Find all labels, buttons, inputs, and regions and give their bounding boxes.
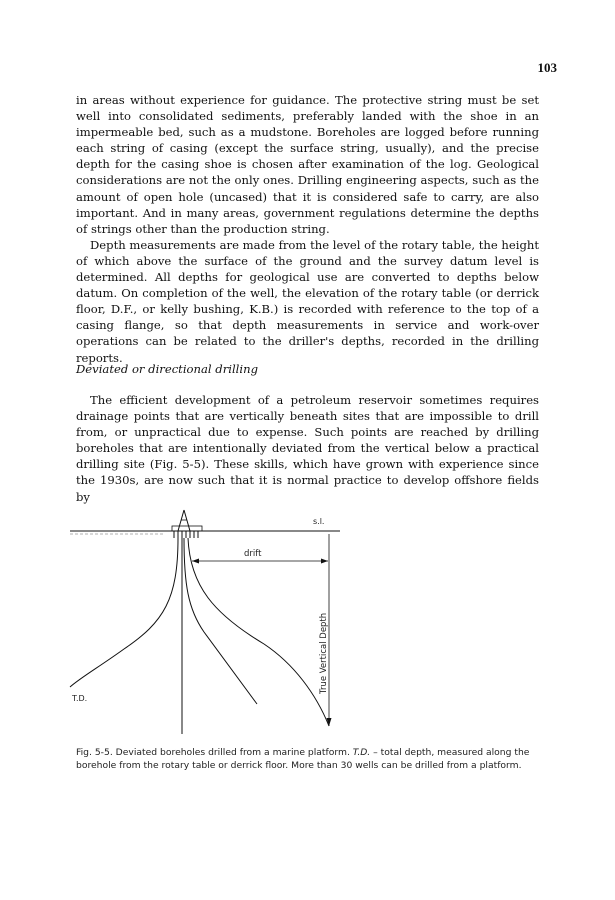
caption-prefix: Fig. 5-5. Deviated boreholes drilled from a marine platform. [76,747,353,758]
drift-arrow-right [321,559,328,564]
section-heading: Deviated or directional drilling [76,362,258,376]
paragraph-casing: in areas without experience for guidance. The protective string must be set well into consolidated sediments, preferably landed with the shoe in an impermeable bed, such as a mudstone. Boreholes are logged before running each string of casing (except the surface string, usually), and the precise depth for the casing shoe is chosen after examination of the log. Geological considerations are not the only ones. Drilling engineering aspects, such as the amount of open hole (uncased) that it is considered safe to carry, are also important. And in many areas, government regulations determine the depths of strings other than the production string. [76,93,539,236]
label-drift: drift [244,549,262,559]
drift-arrow-left [192,559,199,564]
caption-term: T.D. [352,747,371,758]
body-text-top [76,92,539,366]
body-text-section [76,392,539,505]
borehole-center-right [184,538,257,704]
borehole-far-right [188,538,329,726]
section-heading-wrap [76,361,539,377]
page-number: 103 [537,60,557,75]
label-true-vertical-depth: True Vertical Depth [319,612,329,694]
caption-rest: – total depth, measured along the borehole from the rotary table or derrick floor. More than 30 wells can be drilled from a platform. [76,747,530,772]
label-total-depth: T.D. [72,694,88,703]
paragraph-depth-measurements: Depth measurements are made from the level of the rotary table, the height of which above the surface of the ground and the survey datum level is determined. All depths for geological use are converted to depths below datum. On completion of the well, the elevation of the rotary table (or derrick floor, D.F., or kelly bushing, K.B.) is recorded with reference to the top of a casing flange, so that depth measurements in service and work-over operations can be related to the driller's depths, recorded in the drilling reports. [76,237,539,365]
figure-deviated-boreholes [64,504,364,739]
paragraph-directional-drilling: The efficient development of a petroleum reservoir sometimes requires drainage points that are vertically beneath sites that are impossible to drill from, or unpractical due to expense. Such points are reached by drilling boreholes that are intentionally deviated from the vertical below a practical drilling site (Fig. 5-5). These skills, which have grown with experience since the 1930s, are now such that it is normal practice to develop offshore fields by [76,393,539,504]
figure-caption [76,746,546,772]
label-sea-level: s.l. [313,517,325,526]
platform-icon [172,510,202,538]
borehole-left [70,538,178,687]
caption-text [76,746,546,772]
